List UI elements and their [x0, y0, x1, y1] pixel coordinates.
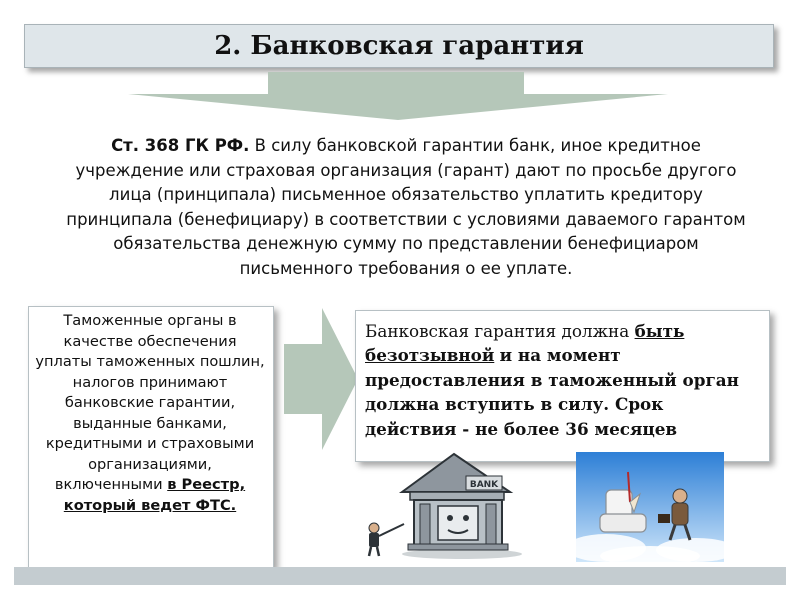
- guarantee-requirements-box: [355, 310, 770, 462]
- article-text: В силу банковской гарантии банк, иное кредитное учреждение или страховая организация (гарант) дают по просьбе другого лица (принципала) письменное обязательство уплатить кредитору принципала (бенефициару) в соответствии с условиями даваемого гарантом обязательства денежную сумму по представлении бенефициаром письменного требования о ее уплате.: [66, 136, 746, 278]
- requirement-terms: и на момент предоставления в таможенный орган должна вступить в силу. Срок действия - не более 36 месяцев: [365, 345, 739, 439]
- bank-building-icon: [362, 448, 522, 560]
- main-paragraph: [64, 134, 748, 281]
- title-bar: [24, 24, 774, 68]
- customs-info-registry: в Реестр, который ведет ФТС.: [63, 476, 246, 514]
- right-arrow-icon: [284, 308, 358, 450]
- customs-info-main: Таможенные органы в качестве обеспечения уплаты таможенных пошлин, налогов принимают банковские гарантии, выданные банками, кредитными и страховыми организациями, включенными: [35, 312, 265, 493]
- slide-title: 2. Банковская гарантия: [214, 31, 584, 61]
- sky-armchair-icon: [576, 452, 724, 562]
- customs-info-text: [34, 311, 266, 516]
- bank-sign-label: BANK: [469, 480, 499, 490]
- requirement-intro: Банковская гарантия должна: [365, 321, 630, 341]
- down-arrow-icon: [128, 72, 668, 120]
- guarantee-requirements-text: [365, 319, 757, 441]
- footer-bar: [14, 567, 786, 585]
- article-reference: Ст. 368 ГК РФ.: [111, 136, 250, 155]
- irrevocable-emphasis: быть безотзывной: [365, 321, 685, 366]
